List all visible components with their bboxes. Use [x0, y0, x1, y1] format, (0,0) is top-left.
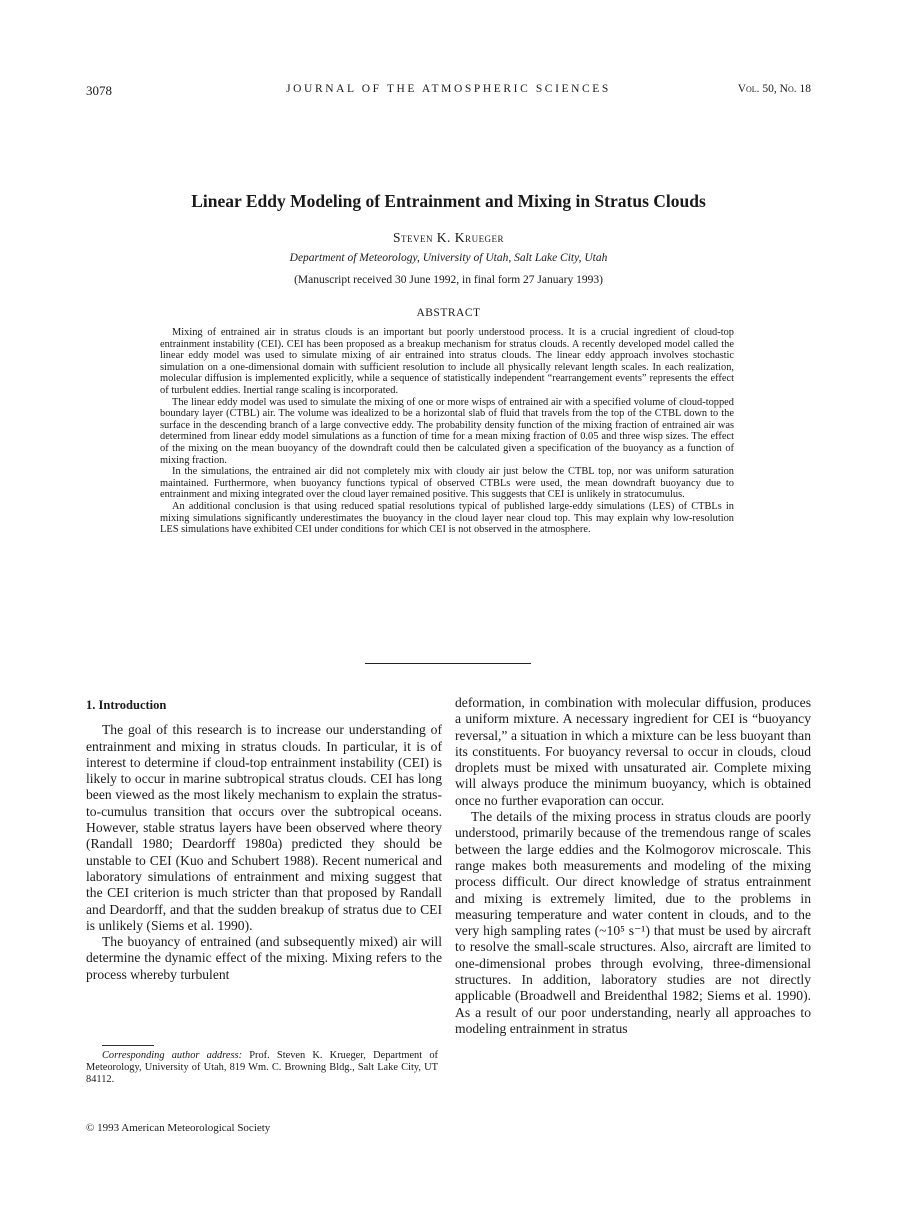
running-head [86, 83, 811, 103]
body-paragraph: The goal of this research is to increase our understanding of entrainment and mixing in stratus clouds. In particular, it is of interest to determine if cloud-top entrainment instability (CEI) is likely to occur in marine subtropical stratus clouds. CEI has long been viewed as the most likely mechanism to explain the stratus-to-cumulus transition that occurs over the subtropical oceans. However, stable stratus layers have been observed where theory (Randall 1980; Deardorff 1980a) predicted they should be unstable to CEI (Kuo and Schubert 1988). Recent numerical and laboratory simulations of entrainment and mixing suggest that the CEI criterion is much stricter than that proposed by Randall and Deardorff, and that the sudden breakup of stratus due to CEI is unlikely (Siems et al. 1990). [86, 722, 442, 933]
section-heading: 1. Introduction [86, 698, 167, 712]
abstract-paragraph: An additional conclusion is that using reduced spatial resolutions typical of published large-eddy simulations (LES) of CTBLs in mixing simulations significantly underestimates the buoyancy in the cloud layer near cloud top. This may explain why low-resolution LES simulations have exhibited CEI under conditions for which CEI is not observed in the atmosphere. [160, 500, 734, 536]
abstract-body [160, 327, 734, 536]
body-paragraph: The details of the mixing process in stratus clouds are poorly understood, primarily because of the tremendous range of scales between the large eddies and the Kolmogorov microscale. This range makes both measurements and modeling of the mixing process difficult. Our direct knowledge of stratus entrainment and mixing is extremely limited, due to the problems in measuring temperature and water content in clouds, and to the very high sampling rates (~10⁵ s⁻¹) that must be used by aircraft to resolve the small-scale structures. Also, aircraft are limited to one-dimensional probes through evolving, three-dimensional structures. In addition, laboratory studies are not directly applicable (Broadwell and Breidenthal 1982; Siems et al. 1990). As a result of our poor understanding, nearly all approaches to modeling entrainment in stratus [455, 809, 811, 1036]
manuscript-dates: (Manuscript received 30 June 1992, in final form 27 January 1993) [294, 274, 603, 286]
abstract-paragraph: Mixing of entrained air in stratus clouds is an important but poorly understood process. It is a crucial ingredient of cloud-top entrainment instability (CEI). CEI has been proposed as a breakup mechanism for stratus clouds. A recently developed model called the linear eddy model was used to simulate mixing of air entrained into stratus clouds. The linear eddy approach involves stochastic simulation on a one-dimensional domain with sufficient resolution to include all physically relevant length scales. In each realization, molecular diffusion is implemented explicitly, while a sequence of statistically independent “rearrangement events” represents the effect of turbulent eddies. Inertial range scaling is incorporated. [160, 327, 734, 396]
article-title: Linear Eddy Modeling of Entrainment and Mixing in Stratus Clouds [191, 191, 706, 211]
abstract-paragraph: In the simulations, the entrained air did not completely mix with cloudy air just below the CTBL top, nor was uniform saturation maintained. Furthermore, when buoyancy functions typical of observed CTBLs were used, the mean downdraft buoyancy due to entrainment and mixing integrated over the cloud layer remained positive. This suggests that CEI is unlikely in stratocumulus. [160, 466, 734, 501]
abstract-paragraph: The linear eddy model was used to simulate the mixing of one or more wisps of entrained air with a specified volume of cloud-topped boundary layer (CTBL) air. The volume was idealized to be a horizontal slab of fluid that travels from the top of the CTBL down to the surface in the descending branch of a large convective eddy. The probability density function of the mixing fraction of entrained air was determined from linear eddy model simulations as a function of time for a mean mixing fraction of 0.05 and three wisp sizes. The effect of the mixing on the mean buoyancy of the downdraft could then be calculated given a specification of the buoyancy as a function of mixing fraction. [160, 396, 734, 466]
body-paragraph: The buoyancy of entrained (and subsequently mixed) air will determine the dynamic effect of the mixing. Mixing refers to the process whereby turbulent [86, 934, 442, 982]
footnote-rule [102, 1045, 154, 1046]
section-divider [365, 663, 531, 664]
footnote [86, 1050, 438, 1086]
abstract-heading: ABSTRACT [416, 307, 481, 319]
copyright-notice: © 1993 American Meteorological Society [86, 1122, 271, 1134]
body-paragraph-continued: deformation, in combination with molecular diffusion, produces a uniform mixture. A necessary ingredient for CEI is “buoyancy reversal,” a situation in which a mixture can be less buoyant than its constituents. For buoyancy reversal to occur in clouds, cloud droplets must be mixed with unsaturated air. Complete mixing will always produce the minimum buoyancy, which is obtained once no further evaporation can occur. [455, 695, 811, 808]
author-affiliation: Department of Meteorology, University of Utah, Salt Lake City, Utah [289, 252, 608, 264]
footnote-label: Corresponding author address: [102, 1050, 243, 1061]
page-number: 3078 [86, 83, 112, 98]
journal-name: JOURNAL OF THE ATMOSPHERIC SCIENCES [286, 83, 611, 95]
footnote-text: Prof. Steven K. Krueger, Department of Meteorology, University of Utah, 819 Wm. C. Browning Bldg., Salt Lake City, UT 84112. [86, 1050, 438, 1085]
volume-issue: Vol. 50, No. 18 [737, 83, 811, 95]
author-name: Steven K. Krueger [392, 230, 505, 245]
right-column [455, 695, 811, 1037]
left-column [86, 697, 442, 983]
